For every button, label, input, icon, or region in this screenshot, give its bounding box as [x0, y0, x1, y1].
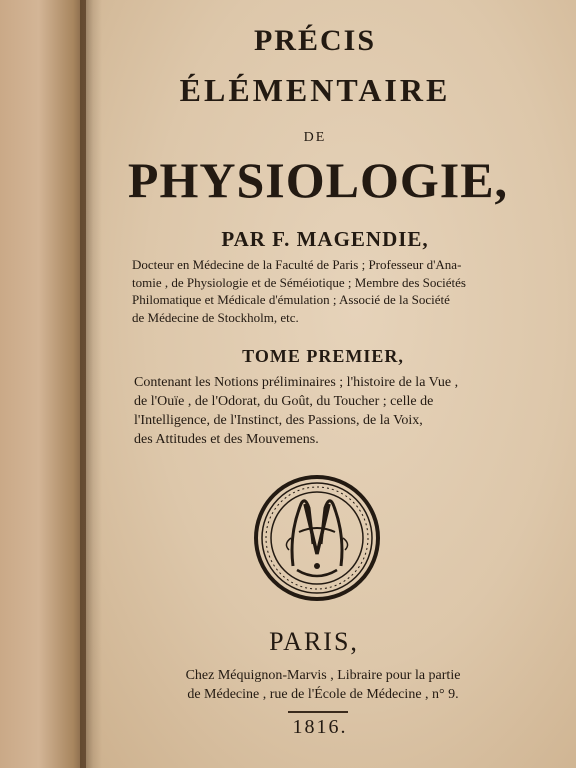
volume-contents [134, 373, 504, 449]
volume-heading: TOME PREMIER, [242, 346, 404, 366]
author-qualifications [132, 256, 508, 326]
imprint-line: de Médecine , rue de l'École de Médecine , n° 9. [187, 687, 459, 702]
title-line-de: DE [303, 130, 327, 145]
publisher-seal-icon [253, 474, 381, 602]
divider-rule [288, 711, 348, 713]
publication-year: 1816. [292, 716, 348, 738]
qualification-line: de Médecine de Stockholm, etc. [132, 309, 299, 325]
publication-city: PARIS, [269, 627, 359, 656]
title-line-elementaire: ÉLÉMENTAIRE [179, 72, 451, 108]
qualification-line: Philomatique et Médicale d'émulation ; Associé de la Société [132, 292, 450, 307]
publisher-imprint [140, 666, 506, 704]
title-line-physiologie: PHYSIOLOGIE, [127, 152, 509, 208]
author-line: PAR F. MAGENDIE, [221, 227, 429, 251]
qualification-line: tomie , de Physiologie et de Séméiotique ; Membre des Sociétés [132, 274, 466, 290]
qualification-line: Docteur en Médecine de la Faculté de Paris ; Professeur d'Ana- [132, 257, 462, 272]
contents-line: des Attitudes et des Mouvemens. [134, 432, 319, 447]
title-line-precis: PRÉCIS [253, 24, 377, 57]
contents-line: l'Intelligence, de l'Instinct, des Passions, de la Voix, [134, 413, 423, 428]
contents-line: de l'Ouïe , de l'Odorat, du Goût, du Toucher ; celle de [134, 394, 434, 409]
imprint-line: Chez Méquignon-Marvis , Libraire pour la partie [185, 668, 461, 683]
contents-line: Contenant les Notions préliminaires ; l'histoire de la Vue , [134, 375, 459, 390]
